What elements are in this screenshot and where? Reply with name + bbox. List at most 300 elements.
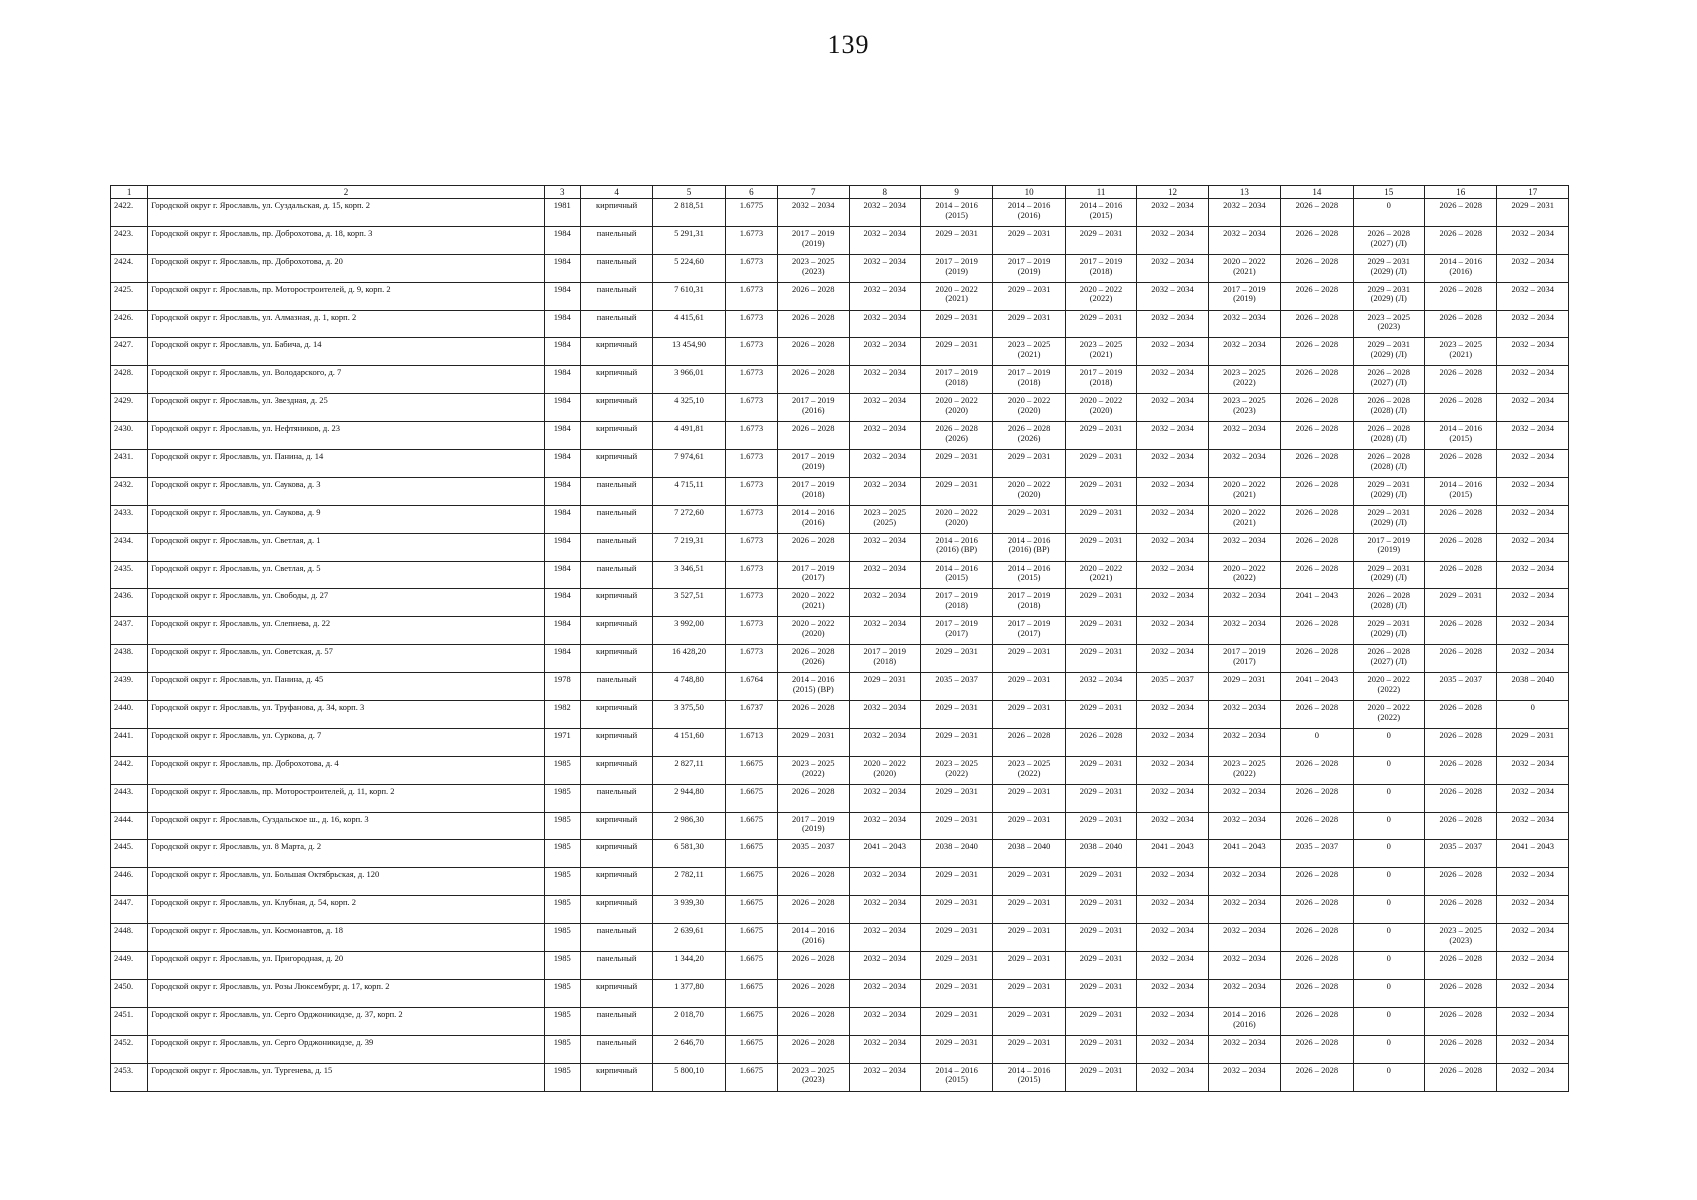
table-cell: 2032 – 2034 bbox=[1137, 505, 1208, 533]
table-cell: панельный bbox=[580, 310, 652, 338]
address-cell: Городской округ г. Ярославль, ул. Володарского, д. 7 bbox=[148, 366, 544, 394]
row-number-cell: 2434. bbox=[111, 533, 148, 561]
table-cell: 2041 – 2043 bbox=[1281, 589, 1353, 617]
table-cell: 0 bbox=[1353, 868, 1424, 896]
table-cell: 2029 – 2031 bbox=[1065, 1063, 1136, 1091]
table-cell: 2032 – 2034 bbox=[778, 199, 849, 227]
table-cell: 2029 – 2031 bbox=[920, 896, 992, 924]
table-cell: 1984 bbox=[544, 505, 580, 533]
table-cell: 2029 – 2031 bbox=[993, 868, 1065, 896]
table-cell: 2032 – 2034 bbox=[1497, 477, 1569, 505]
table-row bbox=[111, 1035, 1569, 1063]
table-cell: 2029 – 2031 bbox=[1065, 756, 1136, 784]
table-cell: 2032 – 2034 bbox=[1208, 1035, 1280, 1063]
table-cell: 7 272,60 bbox=[653, 505, 725, 533]
table-cell: 2032 – 2034 bbox=[849, 450, 920, 478]
table-cell: 2026 – 2028 bbox=[1425, 1063, 1497, 1091]
address-cell: Городской округ г. Ярославль, ул. Нефтяников, д. 23 bbox=[148, 422, 544, 450]
table-cell: панельный bbox=[580, 561, 652, 589]
table-cell: 2029 – 2031 bbox=[1425, 589, 1497, 617]
table-cell: 2026 – 2028 bbox=[1281, 533, 1353, 561]
address-cell: Городской округ г. Ярославль, ул. Большая Октябрьская, д. 120 bbox=[148, 868, 544, 896]
table-cell: 2014 – 2016 (2015) bbox=[920, 199, 992, 227]
table-cell: 2032 – 2034 bbox=[1137, 1063, 1208, 1091]
row-number-cell: 2441. bbox=[111, 728, 148, 756]
table-cell: 2029 – 2031 bbox=[920, 645, 992, 673]
row-number-cell: 2429. bbox=[111, 394, 148, 422]
table-body bbox=[111, 199, 1569, 1092]
table-cell: 1.6675 bbox=[725, 1007, 777, 1035]
table-cell: 2026 – 2028 bbox=[1425, 756, 1497, 784]
table-cell: 2017 – 2019 (2018) bbox=[993, 366, 1065, 394]
table-cell: кирпичный bbox=[580, 701, 652, 729]
table-cell: 2032 – 2034 bbox=[1497, 784, 1569, 812]
row-number-cell: 2446. bbox=[111, 868, 148, 896]
table-cell: 2035 – 2037 bbox=[778, 840, 849, 868]
table-cell: 0 bbox=[1353, 924, 1424, 952]
table-cell: 2026 – 2028 bbox=[1281, 784, 1353, 812]
table-cell: 2032 – 2034 bbox=[849, 366, 920, 394]
table-cell: 2032 – 2034 bbox=[849, 1007, 920, 1035]
table-cell: 5 800,10 bbox=[653, 1063, 725, 1091]
table-cell: 2029 – 2031 bbox=[1065, 701, 1136, 729]
table-cell: 2032 – 2034 bbox=[1137, 254, 1208, 282]
table-cell: 2029 – 2031 bbox=[993, 450, 1065, 478]
table-cell: кирпичный bbox=[580, 812, 652, 840]
table-cell: 2032 – 2034 bbox=[1497, 868, 1569, 896]
table-cell: 2014 – 2016 (2015) (ВР) bbox=[778, 673, 849, 701]
table-cell: 2026 – 2028 bbox=[1425, 310, 1497, 338]
table-cell: 2026 – 2028 (2027) (Л) bbox=[1353, 226, 1424, 254]
table-cell: 2032 – 2034 bbox=[1497, 589, 1569, 617]
table-cell: 2023 – 2025 (2022) bbox=[1208, 366, 1280, 394]
table-cell: 2017 – 2019 (2019) bbox=[1353, 533, 1424, 561]
table-cell: 2026 – 2028 bbox=[1281, 868, 1353, 896]
table-cell: 1985 bbox=[544, 924, 580, 952]
table-cell: 2026 – 2028 bbox=[1425, 784, 1497, 812]
table-cell: 2014 – 2016 (2015) bbox=[1425, 422, 1497, 450]
table-cell: 2017 – 2019 (2019) bbox=[778, 450, 849, 478]
table-cell: кирпичный bbox=[580, 589, 652, 617]
table-cell: 2032 – 2034 bbox=[849, 589, 920, 617]
table-cell: 2032 – 2034 bbox=[1137, 282, 1208, 310]
row-number-cell: 2453. bbox=[111, 1063, 148, 1091]
table-row bbox=[111, 1063, 1569, 1091]
table-cell: 2026 – 2028 bbox=[1281, 505, 1353, 533]
table-cell: кирпичный bbox=[580, 868, 652, 896]
table-cell: 2026 – 2028 bbox=[1281, 477, 1353, 505]
table-cell: 2032 – 2034 bbox=[849, 728, 920, 756]
table-cell: 13 454,90 bbox=[653, 338, 725, 366]
table-cell: 2038 – 2040 bbox=[1065, 840, 1136, 868]
table-cell: 2029 – 2031 bbox=[920, 952, 992, 980]
table-cell: 2032 – 2034 bbox=[849, 310, 920, 338]
table-cell: 2029 – 2031 bbox=[1065, 784, 1136, 812]
table-cell: 5 224,60 bbox=[653, 254, 725, 282]
table-cell: 2026 – 2028 bbox=[778, 282, 849, 310]
table-cell: 1984 bbox=[544, 338, 580, 366]
table-row bbox=[111, 673, 1569, 701]
table-cell: 2023 – 2025 (2023) bbox=[778, 254, 849, 282]
table-cell: кирпичный bbox=[580, 199, 652, 227]
table-cell: 2032 – 2034 bbox=[1497, 254, 1569, 282]
column-header-11: 11 bbox=[1065, 186, 1136, 199]
table-cell: 2029 – 2031 bbox=[993, 924, 1065, 952]
table-cell: 2032 – 2034 bbox=[1497, 366, 1569, 394]
table-cell: 2032 – 2034 bbox=[1208, 701, 1280, 729]
table-cell: 2032 – 2034 bbox=[849, 617, 920, 645]
table-cell: 2032 – 2034 bbox=[1137, 450, 1208, 478]
table-cell: 1984 bbox=[544, 254, 580, 282]
table-cell: 1.6675 bbox=[725, 756, 777, 784]
address-cell: Городской округ г. Ярославль, ул. Розы Люксембург, д. 17, корп. 2 bbox=[148, 979, 544, 1007]
row-number-cell: 2431. bbox=[111, 450, 148, 478]
table-cell: 2029 – 2031 bbox=[1065, 505, 1136, 533]
table-cell: 2026 – 2028 bbox=[1281, 226, 1353, 254]
table-cell: 3 992,00 bbox=[653, 617, 725, 645]
row-number-cell: 2432. bbox=[111, 477, 148, 505]
table-cell: 1.6675 bbox=[725, 1063, 777, 1091]
address-cell: Городской округ г. Ярославль, ул. Пригородная, д. 20 bbox=[148, 952, 544, 980]
table-cell: 1.6675 bbox=[725, 868, 777, 896]
table-cell: 2032 – 2034 bbox=[1137, 561, 1208, 589]
table-header bbox=[111, 186, 1569, 199]
table-cell: 2 018,70 bbox=[653, 1007, 725, 1035]
table-cell: 2017 – 2019 (2019) bbox=[778, 812, 849, 840]
table-cell: 1985 bbox=[544, 1063, 580, 1091]
row-number-cell: 2436. bbox=[111, 589, 148, 617]
table-row bbox=[111, 896, 1569, 924]
table-cell: 2026 – 2028 bbox=[1425, 282, 1497, 310]
table-row bbox=[111, 728, 1569, 756]
table-cell: 2017 – 2019 (2018) bbox=[778, 477, 849, 505]
table-cell: 2014 – 2016 (2016) bbox=[1208, 1007, 1280, 1035]
table-cell: 1984 bbox=[544, 645, 580, 673]
table-row bbox=[111, 338, 1569, 366]
table-cell: 2017 – 2019 (2019) bbox=[993, 254, 1065, 282]
table-cell: 1985 bbox=[544, 868, 580, 896]
table-cell: 2029 – 2031 bbox=[1497, 199, 1569, 227]
row-number-cell: 2425. bbox=[111, 282, 148, 310]
table-cell: 2020 – 2022 (2022) bbox=[1353, 701, 1424, 729]
table-cell: 2032 – 2034 bbox=[1497, 1063, 1569, 1091]
table-cell: 2026 – 2028 bbox=[1281, 812, 1353, 840]
table-cell: 2023 – 2025 (2022) bbox=[993, 756, 1065, 784]
table-cell: 2032 – 2034 bbox=[1497, 924, 1569, 952]
table-cell: 2026 – 2028 bbox=[1065, 728, 1136, 756]
table-cell: 2014 – 2016 (2015) bbox=[920, 1063, 992, 1091]
table-cell: кирпичный bbox=[580, 422, 652, 450]
row-number-cell: 2438. bbox=[111, 645, 148, 673]
table-cell: 2032 – 2034 bbox=[849, 477, 920, 505]
table-cell: 2026 – 2028 bbox=[1425, 728, 1497, 756]
table-row bbox=[111, 477, 1569, 505]
table-cell: 2032 – 2034 bbox=[849, 952, 920, 980]
table-cell: 1984 bbox=[544, 282, 580, 310]
table-cell: 2032 – 2034 bbox=[1137, 645, 1208, 673]
table-cell: 7 610,31 bbox=[653, 282, 725, 310]
table-cell: 2032 – 2034 bbox=[1208, 450, 1280, 478]
table-cell: 2014 – 2016 (2015) bbox=[993, 1063, 1065, 1091]
table-cell: 1985 bbox=[544, 784, 580, 812]
table-cell: 1.6773 bbox=[725, 505, 777, 533]
table-cell: 2032 – 2034 bbox=[1208, 952, 1280, 980]
column-header-14: 14 bbox=[1281, 186, 1353, 199]
table-cell: 2029 – 2031 bbox=[1065, 422, 1136, 450]
row-number-cell: 2439. bbox=[111, 673, 148, 701]
table-row bbox=[111, 812, 1569, 840]
column-header-13: 13 bbox=[1208, 186, 1280, 199]
table-cell: 2026 – 2028 bbox=[1425, 450, 1497, 478]
table-cell: 2029 – 2031 bbox=[1065, 533, 1136, 561]
table-cell: 2032 – 2034 bbox=[1137, 338, 1208, 366]
table-cell: 1.6775 bbox=[725, 199, 777, 227]
table-cell: 2029 – 2031 bbox=[993, 701, 1065, 729]
table-cell: 2014 – 2016 (2015) bbox=[1065, 199, 1136, 227]
table-cell: 2029 – 2031 bbox=[1065, 477, 1136, 505]
table-cell: 2032 – 2034 bbox=[849, 1035, 920, 1063]
table-cell: панельный bbox=[580, 477, 652, 505]
table-cell: 2032 – 2034 bbox=[1137, 784, 1208, 812]
table-cell: 7 974,61 bbox=[653, 450, 725, 478]
table-cell: 2026 – 2028 (2028) (Л) bbox=[1353, 589, 1424, 617]
table-cell: 2041 – 2043 bbox=[1497, 840, 1569, 868]
table-row bbox=[111, 756, 1569, 784]
table-cell: 2026 – 2028 bbox=[778, 701, 849, 729]
table-cell: 2 639,61 bbox=[653, 924, 725, 952]
address-cell: Городской округ г. Ярославль, ул. Светлая, д. 5 bbox=[148, 561, 544, 589]
table-cell: 2029 – 2031 bbox=[920, 784, 992, 812]
table-cell: 2020 – 2022 (2021) bbox=[1208, 477, 1280, 505]
table-cell: 2029 – 2031 bbox=[1065, 812, 1136, 840]
table-cell: 2020 – 2022 (2020) bbox=[993, 394, 1065, 422]
table-cell: 1984 bbox=[544, 589, 580, 617]
table-cell: 2014 – 2016 (2016) bbox=[778, 505, 849, 533]
table-cell: 2017 – 2019 (2019) bbox=[920, 254, 992, 282]
table-cell: 2032 – 2034 bbox=[1137, 1035, 1208, 1063]
row-number-cell: 2424. bbox=[111, 254, 148, 282]
table-cell: 2029 – 2031 bbox=[1497, 728, 1569, 756]
table-cell: 2032 – 2034 bbox=[1137, 366, 1208, 394]
table-cell: 2026 – 2028 bbox=[1425, 868, 1497, 896]
table-cell: 2026 – 2028 bbox=[1281, 701, 1353, 729]
table-cell: 1985 bbox=[544, 840, 580, 868]
table-cell: кирпичный bbox=[580, 617, 652, 645]
table-cell: 2026 – 2028 bbox=[778, 422, 849, 450]
table-cell: панельный bbox=[580, 226, 652, 254]
address-cell: Городской округ г. Ярославль, ул. Тургенева, д. 15 bbox=[148, 1063, 544, 1091]
table-cell: 0 bbox=[1353, 812, 1424, 840]
table-cell: 2017 – 2019 (2017) bbox=[1208, 645, 1280, 673]
table-row bbox=[111, 226, 1569, 254]
table-cell: 1985 bbox=[544, 952, 580, 980]
table-cell: 3 527,51 bbox=[653, 589, 725, 617]
table-cell: 7 219,31 bbox=[653, 533, 725, 561]
table-cell: 0 bbox=[1353, 979, 1424, 1007]
table-cell: 2020 – 2022 (2021) bbox=[1065, 561, 1136, 589]
table-cell: 4 325,10 bbox=[653, 394, 725, 422]
table-cell: 2032 – 2034 bbox=[1137, 422, 1208, 450]
table-cell: панельный bbox=[580, 1007, 652, 1035]
table-cell: 4 748,80 bbox=[653, 673, 725, 701]
table-cell: 1.6773 bbox=[725, 254, 777, 282]
table-cell: 2029 – 2031 bbox=[1065, 450, 1136, 478]
table-cell: 1.6737 bbox=[725, 701, 777, 729]
row-number-cell: 2443. bbox=[111, 784, 148, 812]
table-cell: 2026 – 2028 bbox=[1281, 979, 1353, 1007]
table-cell: 2029 – 2031 bbox=[1065, 589, 1136, 617]
address-cell: Городской округ г. Ярославль, пр. Доброхотова, д. 18, корп. 3 bbox=[148, 226, 544, 254]
table-cell: 1984 bbox=[544, 561, 580, 589]
table-cell: 2032 – 2034 bbox=[1137, 896, 1208, 924]
table-cell: 2023 – 2025 (2023) bbox=[1353, 310, 1424, 338]
table-cell: 2026 – 2028 bbox=[1281, 1035, 1353, 1063]
table-cell: 1 344,20 bbox=[653, 952, 725, 980]
table-cell: 2026 – 2028 bbox=[1281, 199, 1353, 227]
table-cell: 2014 – 2016 (2016) bbox=[778, 924, 849, 952]
table-cell: 0 bbox=[1353, 1035, 1424, 1063]
table-row bbox=[111, 310, 1569, 338]
table-cell: 2032 – 2034 bbox=[1208, 199, 1280, 227]
table-cell: 2032 – 2034 bbox=[1137, 701, 1208, 729]
table-cell: 1.6675 bbox=[725, 924, 777, 952]
table-cell: 1978 bbox=[544, 673, 580, 701]
table-cell: 2017 – 2019 (2018) bbox=[1065, 366, 1136, 394]
row-number-cell: 2440. bbox=[111, 701, 148, 729]
table-cell: 2032 – 2034 bbox=[1208, 979, 1280, 1007]
table-cell: 2032 – 2034 bbox=[1497, 617, 1569, 645]
column-header-5: 5 bbox=[653, 186, 725, 199]
table-cell: 2032 – 2034 bbox=[1208, 617, 1280, 645]
table-cell: 1.6773 bbox=[725, 394, 777, 422]
table-cell: 2026 – 2028 bbox=[1281, 310, 1353, 338]
table-cell: 2026 – 2028 bbox=[778, 366, 849, 394]
table-cell: 2026 – 2028 (2027) (Л) bbox=[1353, 645, 1424, 673]
table-cell: 2032 – 2034 bbox=[1208, 422, 1280, 450]
row-number-cell: 2452. bbox=[111, 1035, 148, 1063]
table-cell: 2029 – 2031 bbox=[1065, 868, 1136, 896]
address-cell: Городской округ г. Ярославль, ул. Слепнева, д. 22 bbox=[148, 617, 544, 645]
table-row bbox=[111, 840, 1569, 868]
table-cell: 2032 – 2034 bbox=[1208, 226, 1280, 254]
address-cell: Городской округ г. Ярославль, пр. Доброхотова, д. 4 bbox=[148, 756, 544, 784]
table-cell: 2029 – 2031 bbox=[1065, 226, 1136, 254]
table-cell: 2041 – 2043 bbox=[1281, 673, 1353, 701]
row-number-cell: 2428. bbox=[111, 366, 148, 394]
table-cell: 2041 – 2043 bbox=[849, 840, 920, 868]
table-cell: 2032 – 2034 bbox=[1208, 728, 1280, 756]
table-cell: 2029 – 2031 bbox=[993, 1007, 1065, 1035]
column-header-16: 16 bbox=[1425, 186, 1497, 199]
table-cell: 1.6675 bbox=[725, 784, 777, 812]
table-cell: 4 491,81 bbox=[653, 422, 725, 450]
table-cell: 2032 – 2034 bbox=[849, 282, 920, 310]
column-header-12: 12 bbox=[1137, 186, 1208, 199]
address-cell: Городской округ г. Ярославль, ул. Светлая, д. 1 bbox=[148, 533, 544, 561]
table-cell: 3 375,50 bbox=[653, 701, 725, 729]
column-header-10: 10 bbox=[993, 186, 1065, 199]
address-cell: Городской округ г. Ярославль, ул. Звездная, д. 25 bbox=[148, 394, 544, 422]
address-cell: Городской округ г. Ярославль, ул. Клубная, д. 54, корп. 2 bbox=[148, 896, 544, 924]
row-number-cell: 2448. bbox=[111, 924, 148, 952]
table-cell: панельный bbox=[580, 924, 652, 952]
table-cell: 1.6773 bbox=[725, 645, 777, 673]
table-cell: 2029 – 2031 (2029) (Л) bbox=[1353, 561, 1424, 589]
table-cell: 1985 bbox=[544, 1007, 580, 1035]
table-cell: 2026 – 2028 bbox=[778, 310, 849, 338]
table-cell: 2032 – 2034 bbox=[849, 1063, 920, 1091]
table-cell: 2032 – 2034 bbox=[1497, 533, 1569, 561]
address-cell: Городской округ г. Ярославль, ул. Свободы, д. 27 bbox=[148, 589, 544, 617]
table-cell: 2026 – 2028 bbox=[1425, 394, 1497, 422]
table-row bbox=[111, 979, 1569, 1007]
table-cell: 2029 – 2031 bbox=[920, 924, 992, 952]
table-cell: 2026 – 2028 bbox=[778, 952, 849, 980]
table-cell: 2026 – 2028 bbox=[1425, 505, 1497, 533]
table-cell: 2 827,11 bbox=[653, 756, 725, 784]
table-cell: 2029 – 2031 bbox=[1065, 1007, 1136, 1035]
table-cell: 2038 – 2040 bbox=[1497, 673, 1569, 701]
table-cell: 1984 bbox=[544, 477, 580, 505]
table-cell: 5 291,31 bbox=[653, 226, 725, 254]
table-cell: 0 bbox=[1353, 728, 1424, 756]
table-cell: 0 bbox=[1353, 1007, 1424, 1035]
table-cell: панельный bbox=[580, 533, 652, 561]
table-row bbox=[111, 701, 1569, 729]
table-cell: 2026 – 2028 (2026) bbox=[920, 422, 992, 450]
table-row bbox=[111, 784, 1569, 812]
table-cell: 2026 – 2028 bbox=[778, 896, 849, 924]
table-cell: 2023 – 2025 (2023) bbox=[1425, 924, 1497, 952]
table-cell: 2026 – 2028 bbox=[1425, 533, 1497, 561]
address-cell: Городской округ г. Ярославль, ул. Серго Орджоникидзе, д. 39 bbox=[148, 1035, 544, 1063]
table-cell: 2026 – 2028 (2027) (Л) bbox=[1353, 366, 1424, 394]
address-cell: Городской округ г. Ярославль, ул. Советская, д. 57 bbox=[148, 645, 544, 673]
table-cell: 2020 – 2022 (2020) bbox=[778, 617, 849, 645]
table-cell: 2032 – 2034 bbox=[1497, 282, 1569, 310]
table-cell: 2032 – 2034 bbox=[849, 338, 920, 366]
table-cell: 2032 – 2034 bbox=[1137, 952, 1208, 980]
table-cell: 2029 – 2031 bbox=[1065, 924, 1136, 952]
column-header-8: 8 bbox=[849, 186, 920, 199]
table-cell: 2026 – 2028 (2026) bbox=[778, 645, 849, 673]
table-cell: 2014 – 2016 (2015) bbox=[920, 561, 992, 589]
table-cell: 2032 – 2034 bbox=[1208, 533, 1280, 561]
table-cell: 2026 – 2028 bbox=[778, 868, 849, 896]
table-cell: 2032 – 2034 bbox=[1065, 673, 1136, 701]
table-cell: 2020 – 2022 (2022) bbox=[1353, 673, 1424, 701]
table-cell: 2020 – 2022 (2020) bbox=[1065, 394, 1136, 422]
table-cell: 2032 – 2034 bbox=[1137, 477, 1208, 505]
table-cell: 2026 – 2028 bbox=[1425, 1035, 1497, 1063]
table-cell: 2032 – 2034 bbox=[1137, 979, 1208, 1007]
table-cell: 2026 – 2028 bbox=[778, 1007, 849, 1035]
table-cell: 1984 bbox=[544, 422, 580, 450]
table-cell: 1.6773 bbox=[725, 533, 777, 561]
table-row bbox=[111, 450, 1569, 478]
table-cell: 2032 – 2034 bbox=[1137, 394, 1208, 422]
table-cell: 2014 – 2016 (2015) bbox=[1425, 477, 1497, 505]
table-cell: 0 bbox=[1353, 784, 1424, 812]
table-cell: 2026 – 2028 bbox=[993, 728, 1065, 756]
table-cell: 2032 – 2034 bbox=[1497, 812, 1569, 840]
table-cell: 2029 – 2031 bbox=[1065, 1035, 1136, 1063]
table-cell: 2014 – 2016 (2015) bbox=[993, 561, 1065, 589]
table-cell: 2023 – 2025 (2021) bbox=[1065, 338, 1136, 366]
table-cell: 2032 – 2034 bbox=[1497, 338, 1569, 366]
table-cell: 1971 bbox=[544, 728, 580, 756]
table-cell: 2032 – 2034 bbox=[1497, 450, 1569, 478]
